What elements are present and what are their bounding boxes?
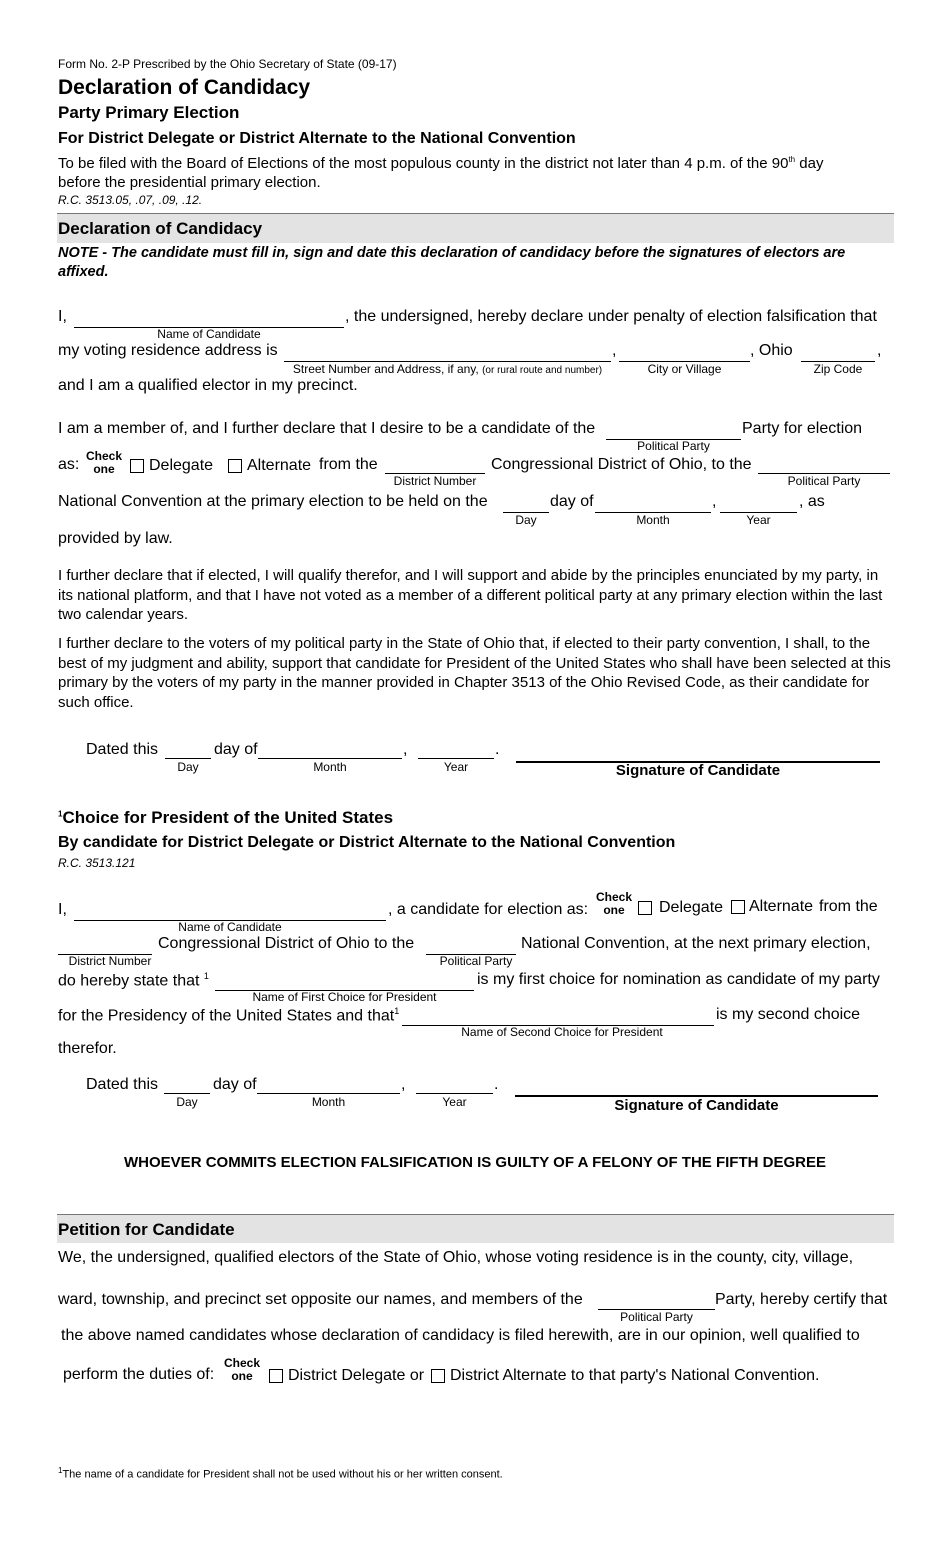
day-of-text-1: day of: [550, 493, 594, 510]
comma-1: ,: [612, 342, 617, 359]
delegate-checkbox-1[interactable]: [130, 459, 144, 473]
sign-year-field-1[interactable]: [418, 758, 494, 759]
revised-code-reference: R.C. 3513.05, .07, .09, .12.: [58, 193, 203, 207]
filing-instructions-line1: To be filed with the Board of Elections of the most populous county in the district not later than 4 p.m. of the 90th day: [58, 155, 824, 172]
member-text: I am a member of, and I further declare that I desire to be a candidate of the: [58, 420, 596, 437]
filing-instructions-line2: before the presidential primary election.: [58, 174, 321, 191]
ohio-label: , Ohio: [750, 342, 793, 359]
delegate-label-1: Delegate: [149, 457, 214, 474]
footnote: $^1$The name of a candidate for President shall not be used without his or her written consent.: [58, 1466, 503, 1481]
delegate-checkbox-2[interactable]: [638, 901, 652, 915]
comma-5: ,: [401, 1076, 406, 1093]
comma-4: ,: [403, 741, 408, 758]
period-1: .: [495, 741, 500, 758]
sign-month-caption-1: Month: [313, 760, 347, 774]
label-as: as:: [58, 456, 80, 473]
party-caption-2: Political Party: [787, 474, 861, 488]
district-number-caption-1: District Number: [393, 474, 477, 488]
delegate-label-2: Delegate: [659, 899, 724, 916]
petition-line-2-end: Party, hereby certify that: [715, 1291, 888, 1308]
first-choice-text: is my first choice for nomination as candidate of my party: [477, 971, 880, 988]
comma-2: ,: [877, 342, 882, 359]
alternate-checkbox-1[interactable]: [228, 459, 242, 473]
declaration-paragraph-2: I further declare to the voters of my political party in the State of Ohio that, if elected to their party convention, I shall, to the best of my judgment and ability, support that candidate for President of the United States who shall have been selected at this primary by the voters of my party in the manner provided in Chapter 3513 of the Ohio Revised Code, as their candidate for such office.: [58, 635, 891, 711]
conv-year-caption: Year: [746, 513, 771, 527]
second-choice-caption: Name of Second Choice for President: [461, 1025, 663, 1039]
conv-day-caption: Day: [515, 513, 537, 527]
petition-line-4: perform the duties of:: [63, 1366, 215, 1383]
petition-line-3: the above named candidates whose declaration of candidacy is filed herewith, are in our opinion, well qualified to: [61, 1327, 860, 1344]
petition-party-caption: Political Party: [620, 1310, 693, 1324]
sign-year-caption-1: Year: [443, 760, 469, 774]
therefor-text: therefor.: [58, 1040, 117, 1057]
street-address-caption: Street Number and Address, if any, (or rural route and number): [292, 362, 603, 376]
residence-label: my voting residence address is: [58, 342, 278, 359]
party-caption-1: Political Party: [637, 439, 710, 453]
signature-caption-2: Signature of Candidate: [614, 1097, 779, 1114]
choice-candidate-name-caption: Name of Candidate: [178, 920, 282, 934]
petition-line-1: We, the undersigned, qualified electors of the State of Ohio, whose voting residence is in the county, city, village,: [58, 1249, 854, 1266]
qualified-elector-text: and I am a qualified elector in my precinct.: [58, 377, 358, 394]
signature-caption-1: Signature of Candidate: [615, 762, 781, 779]
as-end-text: , as: [799, 493, 825, 510]
conv-month-caption: Month: [636, 513, 670, 527]
congressional-text-2: Congressional District of Ohio to the: [158, 935, 415, 952]
second-choice-text: is my second choice: [716, 1006, 861, 1023]
choice-label-i: I,: [58, 901, 67, 918]
city-caption: City or Village: [647, 362, 722, 376]
form-purpose: For District Delegate or District Alternate to the National Convention: [58, 130, 576, 147]
presidency-text: for the Presidency of the United States and that$^1$: [58, 1006, 400, 1025]
candidate-for-text: , a candidate for election as:: [388, 901, 589, 918]
check-one-label-2: Check one: [595, 890, 633, 917]
form-title: Declaration of Candidacy: [58, 76, 311, 99]
petition-heading: Petition for Candidate: [58, 1220, 235, 1239]
choice-rc: R.C. 3513.121: [58, 856, 136, 870]
day-of-text-3: day of: [213, 1076, 257, 1093]
check-one-label-1: Check one: [85, 449, 123, 476]
check-one-label-3: Check one: [223, 1356, 261, 1383]
sign-day-caption-1: Day: [177, 760, 199, 774]
falsification-warning: WHOEVER COMMITS ELECTION FALSIFICATION IS GUILTY OF A FELONY OF THE FIFTH DEGREE: [124, 1154, 826, 1171]
comma-3: ,: [712, 493, 717, 510]
provided-by-law-text: provided by law.: [58, 530, 173, 547]
choice-heading: $^1$Choice for President of the United States: [58, 808, 394, 827]
alternate-checkbox-2[interactable]: [731, 900, 745, 914]
district-delegate-checkbox[interactable]: [269, 1369, 283, 1383]
declaration-heading: Declaration of Candidacy: [58, 219, 263, 238]
sign-day-caption-2: Day: [176, 1095, 198, 1109]
party-caption-3: Political Party: [439, 954, 513, 968]
form-number: Form No. 2-P Prescribed by the Ohio Secretary of State (09-17): [58, 57, 397, 71]
state-that-text: do hereby state that $^1$: [58, 971, 209, 990]
first-choice-caption: Name of First Choice for President: [252, 990, 437, 1004]
district-alternate-label: District Alternate to that party's National Convention.: [450, 1367, 820, 1384]
period-2: .: [494, 1076, 499, 1093]
zip-caption: Zip Code: [813, 362, 863, 376]
form-subtitle: Party Primary Election: [58, 103, 240, 122]
dated-this-label-2: Dated this: [86, 1076, 159, 1093]
district-delegate-label: District Delegate or: [288, 1367, 425, 1384]
petition-line-2: ward, township, and precinct set opposite our names, and members of the: [58, 1291, 583, 1308]
sign-year-field-2[interactable]: [416, 1093, 493, 1094]
undersigned-text: , the undersigned, hereby declare under penalty of election falsification that: [345, 308, 877, 325]
day-of-text-2: day of: [214, 741, 258, 758]
sign-day-field-2[interactable]: [164, 1093, 210, 1094]
choice-subheading: By candidate for District Delegate or District Alternate to the National Convention: [58, 834, 676, 851]
label-i: I,: [58, 308, 67, 325]
candidate-name-caption: Name of Candidate: [157, 327, 261, 341]
alternate-label-1: Alternate: [247, 457, 312, 474]
sign-month-caption-2: Month: [311, 1095, 346, 1109]
from-the-text-2: from the: [819, 898, 878, 915]
congressional-text-1: Congressional District of Ohio, to the: [491, 456, 752, 473]
national-convention-text: National Convention at the primary election to be held on the: [58, 493, 488, 510]
district-number-caption-2: District Number: [68, 954, 152, 968]
from-the-text-1: from the: [319, 456, 378, 473]
district-alternate-checkbox[interactable]: [431, 1369, 445, 1383]
sign-month-field-2[interactable]: [257, 1093, 400, 1094]
declaration-note: NOTE - The candidate must fill in, sign and date this declaration of candidacy before the signatures of electors are affixed.: [58, 245, 846, 280]
national-next-text: National Convention, at the next primary election,: [521, 935, 871, 952]
party-for-election-text: Party for election: [742, 420, 863, 437]
sign-day-field-1[interactable]: [165, 758, 211, 759]
declaration-paragraph-1: I further declare that if elected, I will qualify therefor, and I will support and abide by the principles enunciated by my party, in its national platform, and that I have not voted as a member of a different political party at any primary election within the last two calendar years.: [58, 567, 883, 623]
alternate-label-2: Alternate: [749, 898, 814, 915]
dated-this-label-1: Dated this: [86, 741, 159, 758]
sign-month-field-1[interactable]: [258, 758, 402, 759]
sign-year-caption-2: Year: [442, 1095, 467, 1109]
